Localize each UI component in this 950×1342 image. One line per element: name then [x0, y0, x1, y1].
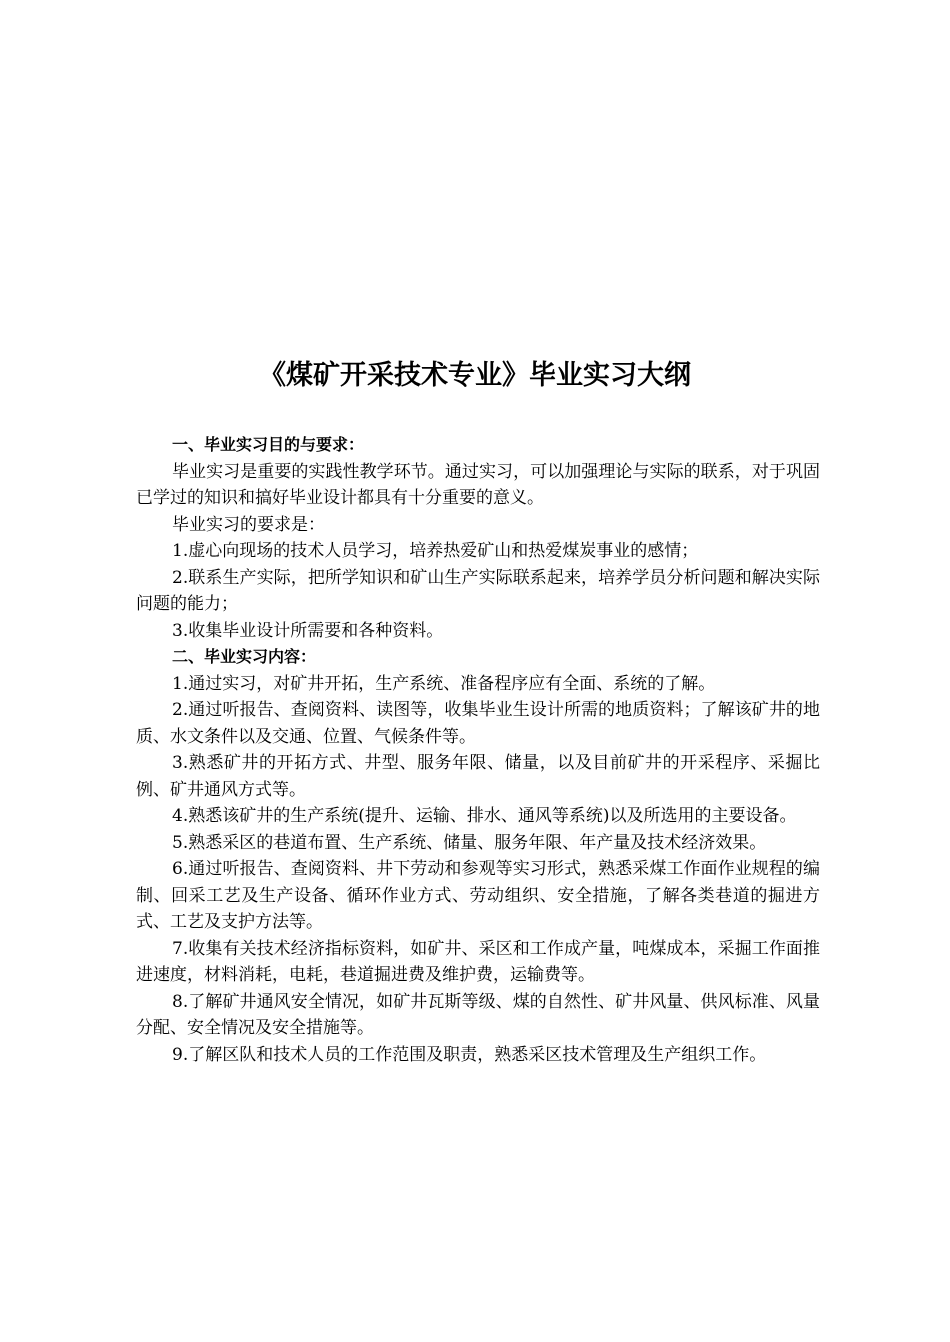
- list-item: 2.通过听报告、查阅资料、读图等，收集毕业生设计所需的地质资料；了解该矿井的地质、水文条件以及交通、位置、气候条件等。: [136, 700, 820, 747]
- paragraph: 毕业实习的要求是：: [172, 514, 325, 535]
- document-body: [136, 432, 820, 1068]
- list-item: 1.虚心向现场的技术人员学习，培养热爱矿山和热爱煤炭事业的感情；: [172, 541, 699, 561]
- list-item: 3.收集毕业设计所需要和各种资料。: [172, 620, 444, 641]
- list-item: 7.收集有关技术经济指标资料，如矿井、采区和工作成产量，吨煤成本，采掘工作面推进速度，材料消耗，电耗，巷道掘进费及维护费，运输费等。: [136, 938, 820, 985]
- list-item: 1.通过实习，对矿井开拓，生产系统、准备程序应有全面、系统的了解。: [172, 673, 716, 694]
- section-heading-content: 二、毕业实习内容：: [172, 647, 317, 666]
- list-item: 5.熟悉采区的巷道布置、生产系统、储量、服务年限、年产量及技术经济效果。: [172, 832, 767, 853]
- list-item: 9.了解区队和技术人员的工作范围及职责，熟悉采区技术管理及生产组织工作。: [172, 1044, 767, 1065]
- list-item: 2.联系生产实际，把所学知识和矿山生产实际联系起来，培养学员分析问题和解决实际问题的能力；: [136, 567, 820, 614]
- document-title: 《煤矿开采技术专业》毕业实习大纲: [259, 360, 691, 391]
- list-item: 3.熟悉矿井的开拓方式、井型、服务年限、储量，以及目前矿井的开采程序、采掘比例、矿井通风方式等。: [136, 753, 820, 800]
- list-item: 6.通过听报告、查阅资料、井下劳动和参观等实习形式，熟悉采煤工作面作业规程的编制、回采工艺及生产设备、循环作业方式、劳动组织、安全措施，了解各类巷道的掘进方式、工艺及支护方法等。: [136, 859, 820, 932]
- list-item: 4.熟悉该矿井的生产系统(提升、运输、排水、通风等系统)以及所选用的主要设备。: [172, 806, 797, 826]
- paragraph: 毕业实习是重要的实践性教学环节。通过实习，可以加强理论与实际的联系，对于巩固已学过的知识和搞好毕业设计都具有十分重要的意义。: [136, 461, 820, 508]
- list-item: 8.了解矿井通风安全情况，如矿井瓦斯等级、煤的自然性、矿井风量、供风标准、风量分配、安全情况及安全措施等。: [136, 991, 820, 1038]
- section-heading-purpose: 一、毕业实习目的与要求：: [172, 435, 365, 454]
